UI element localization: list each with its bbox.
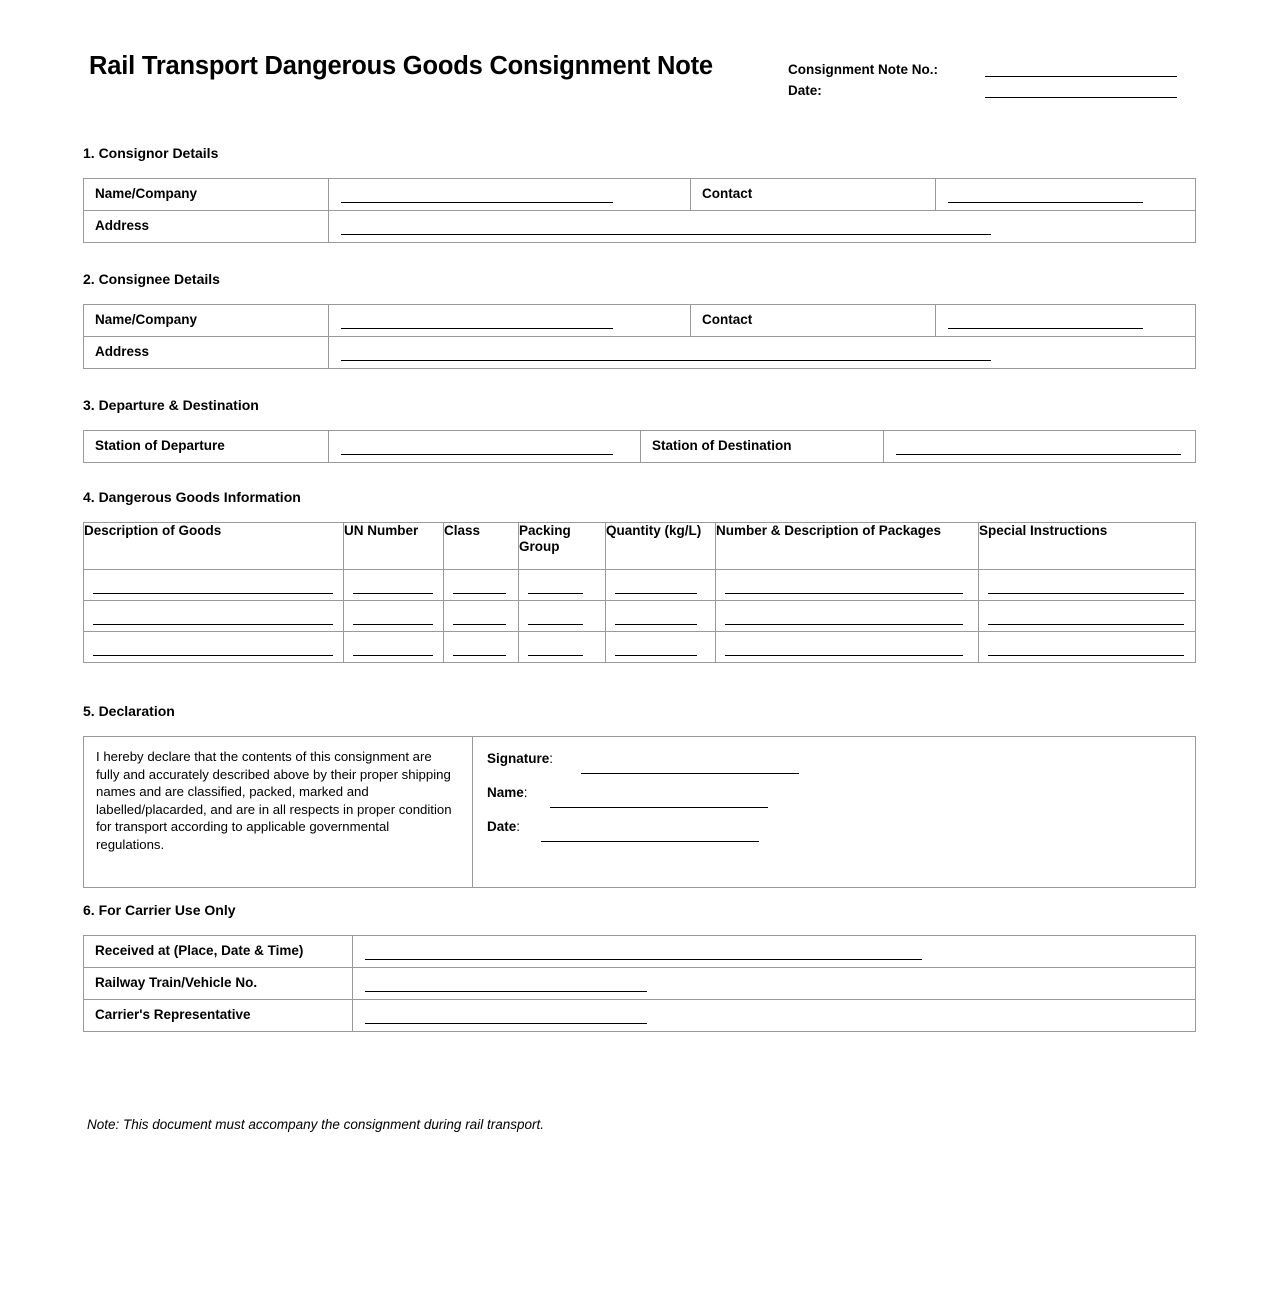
departure-label-cell	[84, 431, 329, 463]
representative-field[interactable]	[353, 1000, 1195, 1031]
goods-col-special-instructions: Special Instructions	[979, 523, 1196, 570]
goods-cell-special-instructions[interactable]	[979, 601, 1196, 632]
consignee-contact-field[interactable]	[936, 305, 1195, 336]
table-row	[84, 431, 1196, 463]
consignor-name-label: Name/Company	[95, 186, 198, 201]
goods-cell-quantity[interactable]	[606, 570, 716, 601]
goods-col-description: Description of Goods	[84, 523, 344, 570]
consignor-address-label-cell	[84, 211, 329, 243]
consignor-contact-label-cell	[691, 179, 936, 211]
consignment-meta	[788, 62, 1188, 104]
consignor-name-rule	[341, 202, 613, 203]
table-row	[84, 737, 1196, 888]
signature-input[interactable]	[581, 773, 799, 774]
declarant-name-input[interactable]	[550, 807, 768, 808]
goods-quantity-rule	[615, 624, 697, 625]
goods-cell-special-instructions[interactable]	[979, 570, 1196, 601]
consignor-contact-field[interactable]	[936, 179, 1195, 210]
consignor-name-label-cell	[84, 179, 329, 211]
vehicle-no-rule	[365, 991, 647, 992]
goods-class-rule	[453, 593, 506, 594]
goods-special-instructions-rule	[988, 624, 1184, 625]
section-consignor-heading: 1. Consignor Details	[83, 145, 219, 161]
goods-packages-field[interactable]	[716, 601, 978, 631]
representative-rule	[365, 1023, 647, 1024]
declaration-text-cell	[84, 737, 473, 888]
section-declaration-heading: 5. Declaration	[83, 703, 175, 719]
consignee-contact-rule	[948, 328, 1143, 329]
goods-cell-class[interactable]	[444, 632, 519, 663]
consignor-address-field[interactable]	[329, 211, 1195, 242]
departure-value-cell[interactable]	[329, 431, 641, 463]
table-row	[84, 305, 1196, 337]
declaration-date-input[interactable]	[541, 841, 759, 842]
consignor-address-rule	[341, 234, 991, 235]
declarant-name-label: Name	[487, 785, 524, 800]
consignee-name-field[interactable]	[329, 305, 690, 336]
goods-cell-un-number[interactable]	[344, 601, 444, 632]
consignee-address-value-cell[interactable]	[329, 337, 1196, 369]
goods-cell-quantity[interactable]	[606, 601, 716, 632]
section-consignor	[83, 145, 1195, 243]
signature-row	[487, 751, 1195, 785]
goods-quantity-field[interactable]	[606, 601, 715, 631]
goods-description-field[interactable]	[84, 601, 343, 631]
section-route	[83, 397, 1195, 463]
goods-packing-group-field[interactable]	[519, 601, 605, 631]
consignee-table	[83, 304, 1196, 369]
goods-packages-rule	[725, 593, 963, 594]
goods-packages-field[interactable]	[716, 570, 978, 600]
goods-class-field[interactable]	[444, 570, 518, 600]
vehicle-no-value-cell[interactable]	[353, 968, 1196, 1000]
departure-rule	[341, 454, 613, 455]
table-row	[84, 968, 1196, 1000]
declarant-name-colon: :	[523, 785, 528, 800]
goods-cell-description[interactable]	[84, 570, 344, 601]
table-row	[84, 337, 1196, 369]
goods-quantity-rule	[615, 655, 697, 656]
goods-cell-packages[interactable]	[716, 601, 979, 632]
received-at-label-cell	[84, 936, 353, 968]
consignor-contact-rule	[948, 202, 1143, 203]
consignee-name-label-cell	[84, 305, 329, 337]
document-header	[83, 52, 1195, 112]
goods-description-rule	[93, 593, 333, 594]
consignor-name-value-cell[interactable]	[329, 179, 691, 211]
goods-cell-description[interactable]	[84, 601, 344, 632]
footer-note-block	[87, 1117, 1087, 1132]
goods-un-number-field[interactable]	[344, 570, 443, 600]
consignment-note-no-input[interactable]	[985, 76, 1177, 77]
goods-special-instructions-field[interactable]	[979, 632, 1195, 662]
goods-un-number-rule	[353, 624, 433, 625]
consignee-address-rule	[341, 360, 991, 361]
departure-field[interactable]	[329, 431, 640, 462]
goods-quantity-field[interactable]	[606, 570, 715, 600]
consignee-name-value-cell[interactable]	[329, 305, 691, 337]
route-table	[83, 430, 1196, 463]
received-at-value-cell[interactable]	[353, 936, 1196, 968]
consignee-contact-value-cell[interactable]	[936, 305, 1196, 337]
goods-col-class: Class	[444, 523, 519, 570]
consignee-address-label-cell	[84, 337, 329, 369]
consignee-address-label: Address	[95, 344, 150, 359]
goods-packages-field[interactable]	[716, 632, 978, 662]
goods-table	[83, 522, 1196, 663]
goods-class-field[interactable]	[444, 601, 518, 631]
date-label: Date:	[788, 83, 822, 98]
section-goods-heading: 4. Dangerous Goods Information	[83, 489, 301, 505]
carrier-table	[83, 935, 1196, 1032]
consignment-note-no-row	[788, 62, 1188, 80]
goods-packing-group-rule	[528, 624, 583, 625]
consignor-contact-label: Contact	[702, 186, 753, 201]
declarant-name-row	[487, 785, 1195, 819]
goods-cell-packing-group[interactable]	[519, 632, 606, 663]
declaration-date-label: Date	[487, 819, 517, 834]
goods-cell-packing-group[interactable]	[519, 570, 606, 601]
section-consignee-heading: 2. Consignee Details	[83, 271, 220, 287]
goods-cell-un-number[interactable]	[344, 632, 444, 663]
consignor-address-value-cell[interactable]	[329, 211, 1196, 243]
section-consignee	[83, 271, 1195, 369]
destination-value-cell[interactable]	[884, 431, 1196, 463]
received-at-label: Received at (Place, Date & Time)	[95, 943, 304, 958]
goods-class-field[interactable]	[444, 632, 518, 662]
goods-cell-description[interactable]	[84, 632, 344, 663]
consignee-contact-label-cell	[691, 305, 936, 337]
consignee-address-field[interactable]	[329, 337, 1195, 368]
table-row	[84, 632, 1196, 663]
goods-cell-class[interactable]	[444, 601, 519, 632]
signature-label: Signature	[487, 751, 550, 766]
representative-label-cell	[84, 1000, 353, 1032]
goods-un-number-field[interactable]	[344, 632, 443, 662]
declaration-text: I hereby declare that the contents of this consignment are fully and accurately described above by their proper shipping names and are classified, packed, marked and labelled/placarded, and are in all respects in proper condition for transport according to applicable governmental regulations.	[96, 749, 452, 852]
declaration-table	[83, 736, 1196, 888]
goods-cell-quantity[interactable]	[606, 632, 716, 663]
goods-class-rule	[453, 655, 506, 656]
representative-label: Carrier's Representative	[95, 1007, 251, 1022]
destination-label-cell	[641, 431, 884, 463]
declaration-date-colon: :	[516, 819, 521, 834]
goods-cell-class[interactable]	[444, 570, 519, 601]
goods-col-un-number: UN Number	[344, 523, 444, 570]
vehicle-no-label-cell	[84, 968, 353, 1000]
goods-un-number-rule	[353, 655, 433, 656]
destination-label: Station of Destination	[652, 438, 792, 453]
consignor-contact-value-cell[interactable]	[936, 179, 1196, 211]
goods-description-rule	[93, 624, 333, 625]
goods-packages-rule	[725, 624, 963, 625]
goods-header-row	[84, 523, 1196, 570]
goods-cell-packages[interactable]	[716, 632, 979, 663]
section-route-heading: 3. Departure & Destination	[83, 397, 259, 413]
goods-description-field[interactable]	[84, 570, 343, 600]
consignor-table	[83, 178, 1196, 243]
section-goods	[83, 489, 1195, 663]
destination-rule	[896, 454, 1181, 455]
declaration-date-row	[487, 819, 1195, 853]
table-row	[84, 179, 1196, 211]
section-carrier	[83, 902, 1195, 1032]
consignment-note-no-label: Consignment Note No.:	[788, 62, 938, 77]
signature-block	[473, 737, 1195, 887]
table-row	[84, 936, 1196, 968]
consignee-name-label: Name/Company	[95, 312, 198, 327]
received-at-field[interactable]	[353, 936, 1195, 967]
goods-un-number-field[interactable]	[344, 601, 443, 631]
goods-packing-group-rule	[528, 593, 583, 594]
goods-col-packing-group: Packing Group	[519, 523, 606, 570]
goods-cell-packages[interactable]	[716, 570, 979, 601]
goods-packing-group-rule	[528, 655, 583, 656]
destination-field[interactable]	[884, 431, 1195, 462]
consignee-name-rule	[341, 328, 613, 329]
goods-cell-un-number[interactable]	[344, 570, 444, 601]
vehicle-no-field[interactable]	[353, 968, 1195, 999]
goods-description-field[interactable]	[84, 632, 343, 662]
goods-un-number-rule	[353, 593, 433, 594]
goods-packages-rule	[725, 655, 963, 656]
vehicle-no-label: Railway Train/Vehicle No.	[95, 975, 258, 990]
goods-special-instructions-field[interactable]	[979, 570, 1195, 600]
consignor-name-field[interactable]	[329, 179, 690, 210]
section-declaration	[83, 703, 1195, 888]
goods-packing-group-field[interactable]	[519, 570, 605, 600]
goods-special-instructions-rule	[988, 655, 1184, 656]
page-title: Rail Transport Dangerous Goods Consignment Note	[89, 52, 713, 80]
consignor-address-label: Address	[95, 218, 150, 233]
representative-value-cell[interactable]	[353, 1000, 1196, 1032]
signature-colon: :	[549, 751, 554, 766]
goods-special-instructions-field[interactable]	[979, 601, 1195, 631]
goods-special-instructions-rule	[988, 593, 1184, 594]
goods-quantity-field[interactable]	[606, 632, 715, 662]
consignee-contact-label: Contact	[702, 312, 753, 327]
goods-packing-group-field[interactable]	[519, 632, 605, 662]
section-carrier-heading: 6. For Carrier Use Only	[83, 902, 236, 918]
date-input[interactable]	[985, 97, 1177, 98]
footer-note: Note: This document must accompany the consignment during rail transport.	[87, 1117, 544, 1132]
table-row	[84, 1000, 1196, 1032]
departure-label: Station of Departure	[95, 438, 225, 453]
goods-description-rule	[93, 655, 333, 656]
table-row	[84, 211, 1196, 243]
goods-cell-special-instructions[interactable]	[979, 632, 1196, 663]
goods-quantity-rule	[615, 593, 697, 594]
goods-class-rule	[453, 624, 506, 625]
table-row	[84, 570, 1196, 601]
date-row	[788, 83, 1188, 101]
goods-cell-packing-group[interactable]	[519, 601, 606, 632]
declaration-signature-cell	[473, 737, 1196, 888]
goods-col-quantity: Quantity (kg/L)	[606, 523, 716, 570]
received-at-rule	[365, 959, 922, 960]
table-row	[84, 601, 1196, 632]
goods-col-packages: Number & Description of Packages	[716, 523, 979, 570]
